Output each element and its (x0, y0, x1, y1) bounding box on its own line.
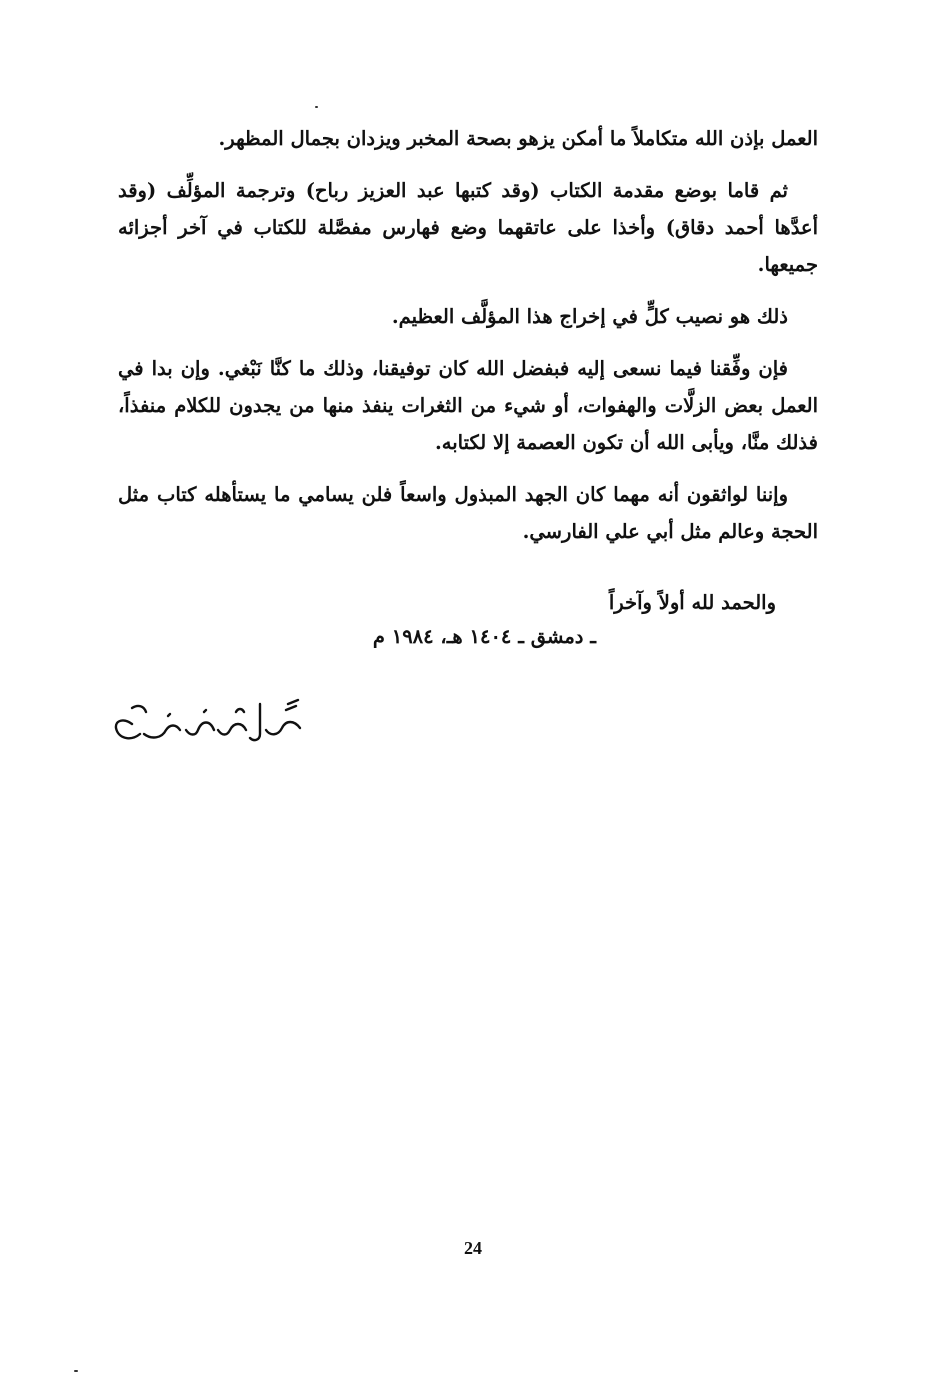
paragraph-4: فإن وفِّقنا فيما نسعى إليه فبفضل الله كان توفيقنا، وذلك ما كنَّا نَبْغي. وإن بدا في العمل بعض الزلَّات والهفوات، أو شيء من الثغرات ينفذ منها من يجدون للكلام منفذاً، فذلك منَّا، ويأبى الله أن تكون العصمة إلا لكتابه. (118, 357, 818, 454)
paragraph-2: ثم قاما بوضع مقدمة الكتاب (وقد كتبها عبد العزيز رباح) وترجمة المؤلِّف (وقد أعدَّها أحمد دقاق) وأخذا على عاتقهما وضع فهارس مفصَّلة للكتاب في آخر أجزائه جميعها. (118, 179, 818, 276)
place-date-line: ـ دمشق ـ ١٤٠٤ هـ، ١٩٨٤ م (372, 625, 596, 648)
paragraph-1: العمل بإذن الله متكاملاً ما أمكن يزهو بصحة المخبر ويزدان بجمال المظهر. (218, 127, 818, 150)
handwritten-signature (110, 690, 310, 750)
scan-speck (315, 106, 318, 108)
body-text (118, 120, 818, 565)
page-number: 24 (464, 1238, 482, 1258)
closing-line: والحمد لله أولاً وآخراً (608, 591, 776, 614)
scan-speck (74, 1370, 78, 1372)
paragraph-5: وإننا لواثقون أنه مهما كان الجهد المبذول واسعاً فلن يسامي ما يستأهله كتاب مثل الحجة وعالم مثل أبي علي الفارسي. (118, 483, 818, 543)
paragraph-3: ذلك هو نصيب كلٍّ في إخراج هذا المؤلَّف العظيم. (391, 305, 788, 328)
